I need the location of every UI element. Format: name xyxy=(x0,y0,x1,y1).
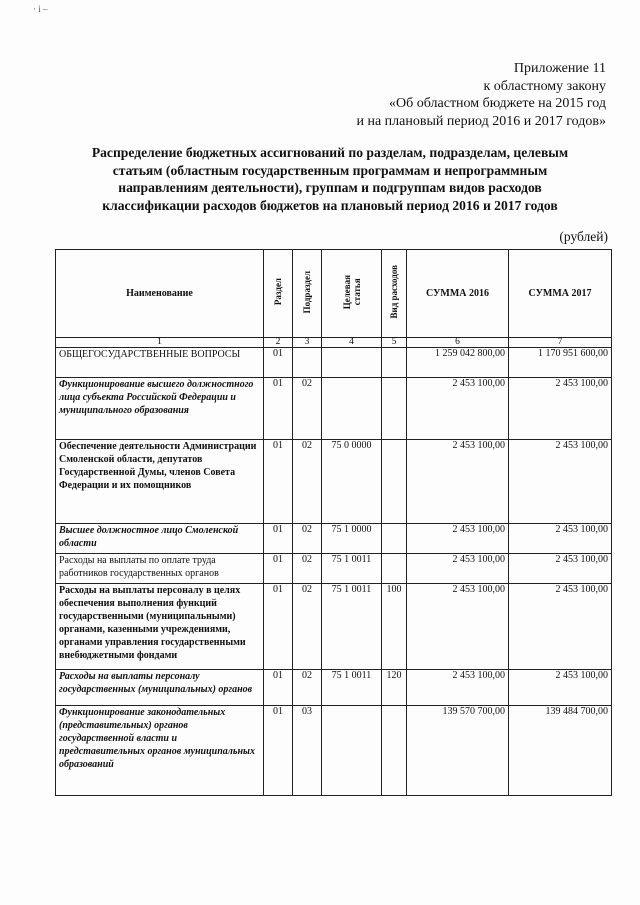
appendix-line-1: Приложение 11 xyxy=(513,61,606,76)
row-section: 01 xyxy=(264,378,293,440)
table-row xyxy=(56,524,612,554)
row-name: Высшее должностное лицо Смоленской области xyxy=(56,524,264,554)
title-line-2: статьям (областным государственным программам и непрограммным xyxy=(112,162,548,178)
table-row xyxy=(56,440,612,524)
row-subsection: 02 xyxy=(293,584,322,670)
table-row xyxy=(56,706,612,796)
row-subsection: 03 xyxy=(293,706,322,796)
row-sum-2016: 2 453 100,00 xyxy=(407,524,509,554)
row-sum-2016: 2 453 100,00 xyxy=(407,670,509,706)
appendix-header xyxy=(356,60,606,130)
row-sum-2017: 2 453 100,00 xyxy=(509,378,612,440)
row-section: 01 xyxy=(264,440,293,524)
index-cell: 4 xyxy=(322,338,382,348)
header-sum-2016: СУММА 2016 xyxy=(407,250,509,338)
row-sum-2016: 2 453 100,00 xyxy=(407,554,509,584)
row-sum-2017: 2 453 100,00 xyxy=(509,524,612,554)
row-expense-type: 120 xyxy=(382,670,407,706)
row-section: 01 xyxy=(264,584,293,670)
header-sum-2017: СУММА 2017 xyxy=(509,250,612,338)
header-name: Наименование xyxy=(56,250,264,338)
row-target: 75 0 0000 xyxy=(322,440,382,524)
row-expense-type xyxy=(382,378,407,440)
row-sum-2016: 2 453 100,00 xyxy=(407,378,509,440)
header-target-line-1: Целевая xyxy=(341,274,352,310)
row-name: Расходы на выплаты по оплате труда работников государственных органов xyxy=(56,554,264,584)
row-expense-type xyxy=(382,554,407,584)
row-section: 01 xyxy=(264,524,293,554)
row-sum-2017: 139 484 700,00 xyxy=(509,706,612,796)
header-section: Раздел xyxy=(264,250,293,338)
row-expense-type xyxy=(382,348,407,378)
row-sum-2017: 2 453 100,00 xyxy=(509,554,612,584)
table-row xyxy=(56,348,612,378)
row-target: 75 1 0011 xyxy=(322,584,382,670)
row-name: ОБЩЕГОСУДАРСТВЕННЫЕ ВОПРОСЫ xyxy=(56,348,264,378)
row-name: Расходы на выплаты персоналу в целях обеспечения выполнения функций государственными (муниципальными) органами, казенными учреждениями, органами управления государственными внебюджетными фондами xyxy=(56,584,264,670)
table-row xyxy=(56,584,612,670)
row-sum-2017: 2 453 100,00 xyxy=(509,440,612,524)
document-title xyxy=(50,144,610,214)
header-row xyxy=(56,250,612,338)
row-sum-2016: 1 259 042 800,00 xyxy=(407,348,509,378)
row-target: 75 1 0000 xyxy=(322,524,382,554)
header-expense-type: Вид расходов xyxy=(382,250,407,338)
table-row xyxy=(56,670,612,706)
budget-table xyxy=(55,249,612,796)
row-subsection xyxy=(293,348,322,378)
row-name: Функционирование высшего должностного лица субъекта Российской Федерации и муниципального образования xyxy=(56,378,264,440)
title-line-3: направлениям деятельности), группам и подгруппам видов расходов xyxy=(118,180,542,195)
row-section: 01 xyxy=(264,554,293,584)
row-sum-2017: 2 453 100,00 xyxy=(509,670,612,706)
row-target xyxy=(322,706,382,796)
row-section: 01 xyxy=(264,706,293,796)
row-sum-2016: 2 453 100,00 xyxy=(407,584,509,670)
row-subsection: 02 xyxy=(293,554,322,584)
row-name: Функционирование законодательных (представительных) органов государственной власти и представительных органов муниципальных образований xyxy=(56,706,264,796)
appendix-line-2: к областному закону xyxy=(483,78,606,94)
title-line-4: классификации расходов бюджетов на плановый период 2016 и 2017 годов xyxy=(102,197,558,213)
header-target xyxy=(322,250,382,338)
scan-mark: · i – xyxy=(33,4,48,14)
row-target xyxy=(322,348,382,378)
index-cell: 1 xyxy=(56,338,264,348)
currency-unit: (рублей) xyxy=(559,229,608,244)
table-row xyxy=(56,378,612,440)
row-sum-2017: 1 170 951 600,00 xyxy=(509,348,612,378)
row-name: Расходы на выплаты персоналу государственных (муниципальных) органов xyxy=(56,670,264,706)
row-target: 75 1 0011 xyxy=(322,670,382,706)
row-expense-type: 100 xyxy=(382,584,407,670)
row-subsection: 02 xyxy=(293,670,322,706)
header-target-line-2: статья xyxy=(351,278,362,306)
row-expense-type xyxy=(382,440,407,524)
index-cell: 6 xyxy=(407,338,509,348)
row-name: Обеспечение деятельности Администрации Смоленской области, депутатов Государственной Думы, членов Совета Федерации и их помощников xyxy=(56,440,264,524)
index-row xyxy=(56,338,612,348)
header-subsection: Подраздел xyxy=(293,250,322,338)
row-subsection: 02 xyxy=(293,378,322,440)
index-cell: 7 xyxy=(509,338,612,348)
title-line-1: Распределение бюджетных ассигнований по разделам, подразделам, целевым xyxy=(91,145,569,160)
row-sum-2016: 2 453 100,00 xyxy=(407,440,509,524)
row-subsection: 02 xyxy=(293,440,322,524)
row-expense-type xyxy=(382,706,407,796)
row-expense-type xyxy=(382,524,407,554)
row-section: 01 xyxy=(264,670,293,706)
row-target xyxy=(322,378,382,440)
row-target: 75 1 0011 xyxy=(322,554,382,584)
row-sum-2016: 139 570 700,00 xyxy=(407,706,509,796)
appendix-line-4: и на плановый период 2016 и 2017 годов» xyxy=(356,113,606,129)
table-row xyxy=(56,554,612,584)
row-sum-2017: 2 453 100,00 xyxy=(509,584,612,670)
index-cell: 5 xyxy=(382,338,407,348)
index-cell: 3 xyxy=(293,338,322,348)
row-subsection: 02 xyxy=(293,524,322,554)
index-cell: 2 xyxy=(264,338,293,348)
row-section: 01 xyxy=(264,348,293,378)
appendix-line-3: «Об областном бюджете на 2015 год xyxy=(389,96,606,111)
